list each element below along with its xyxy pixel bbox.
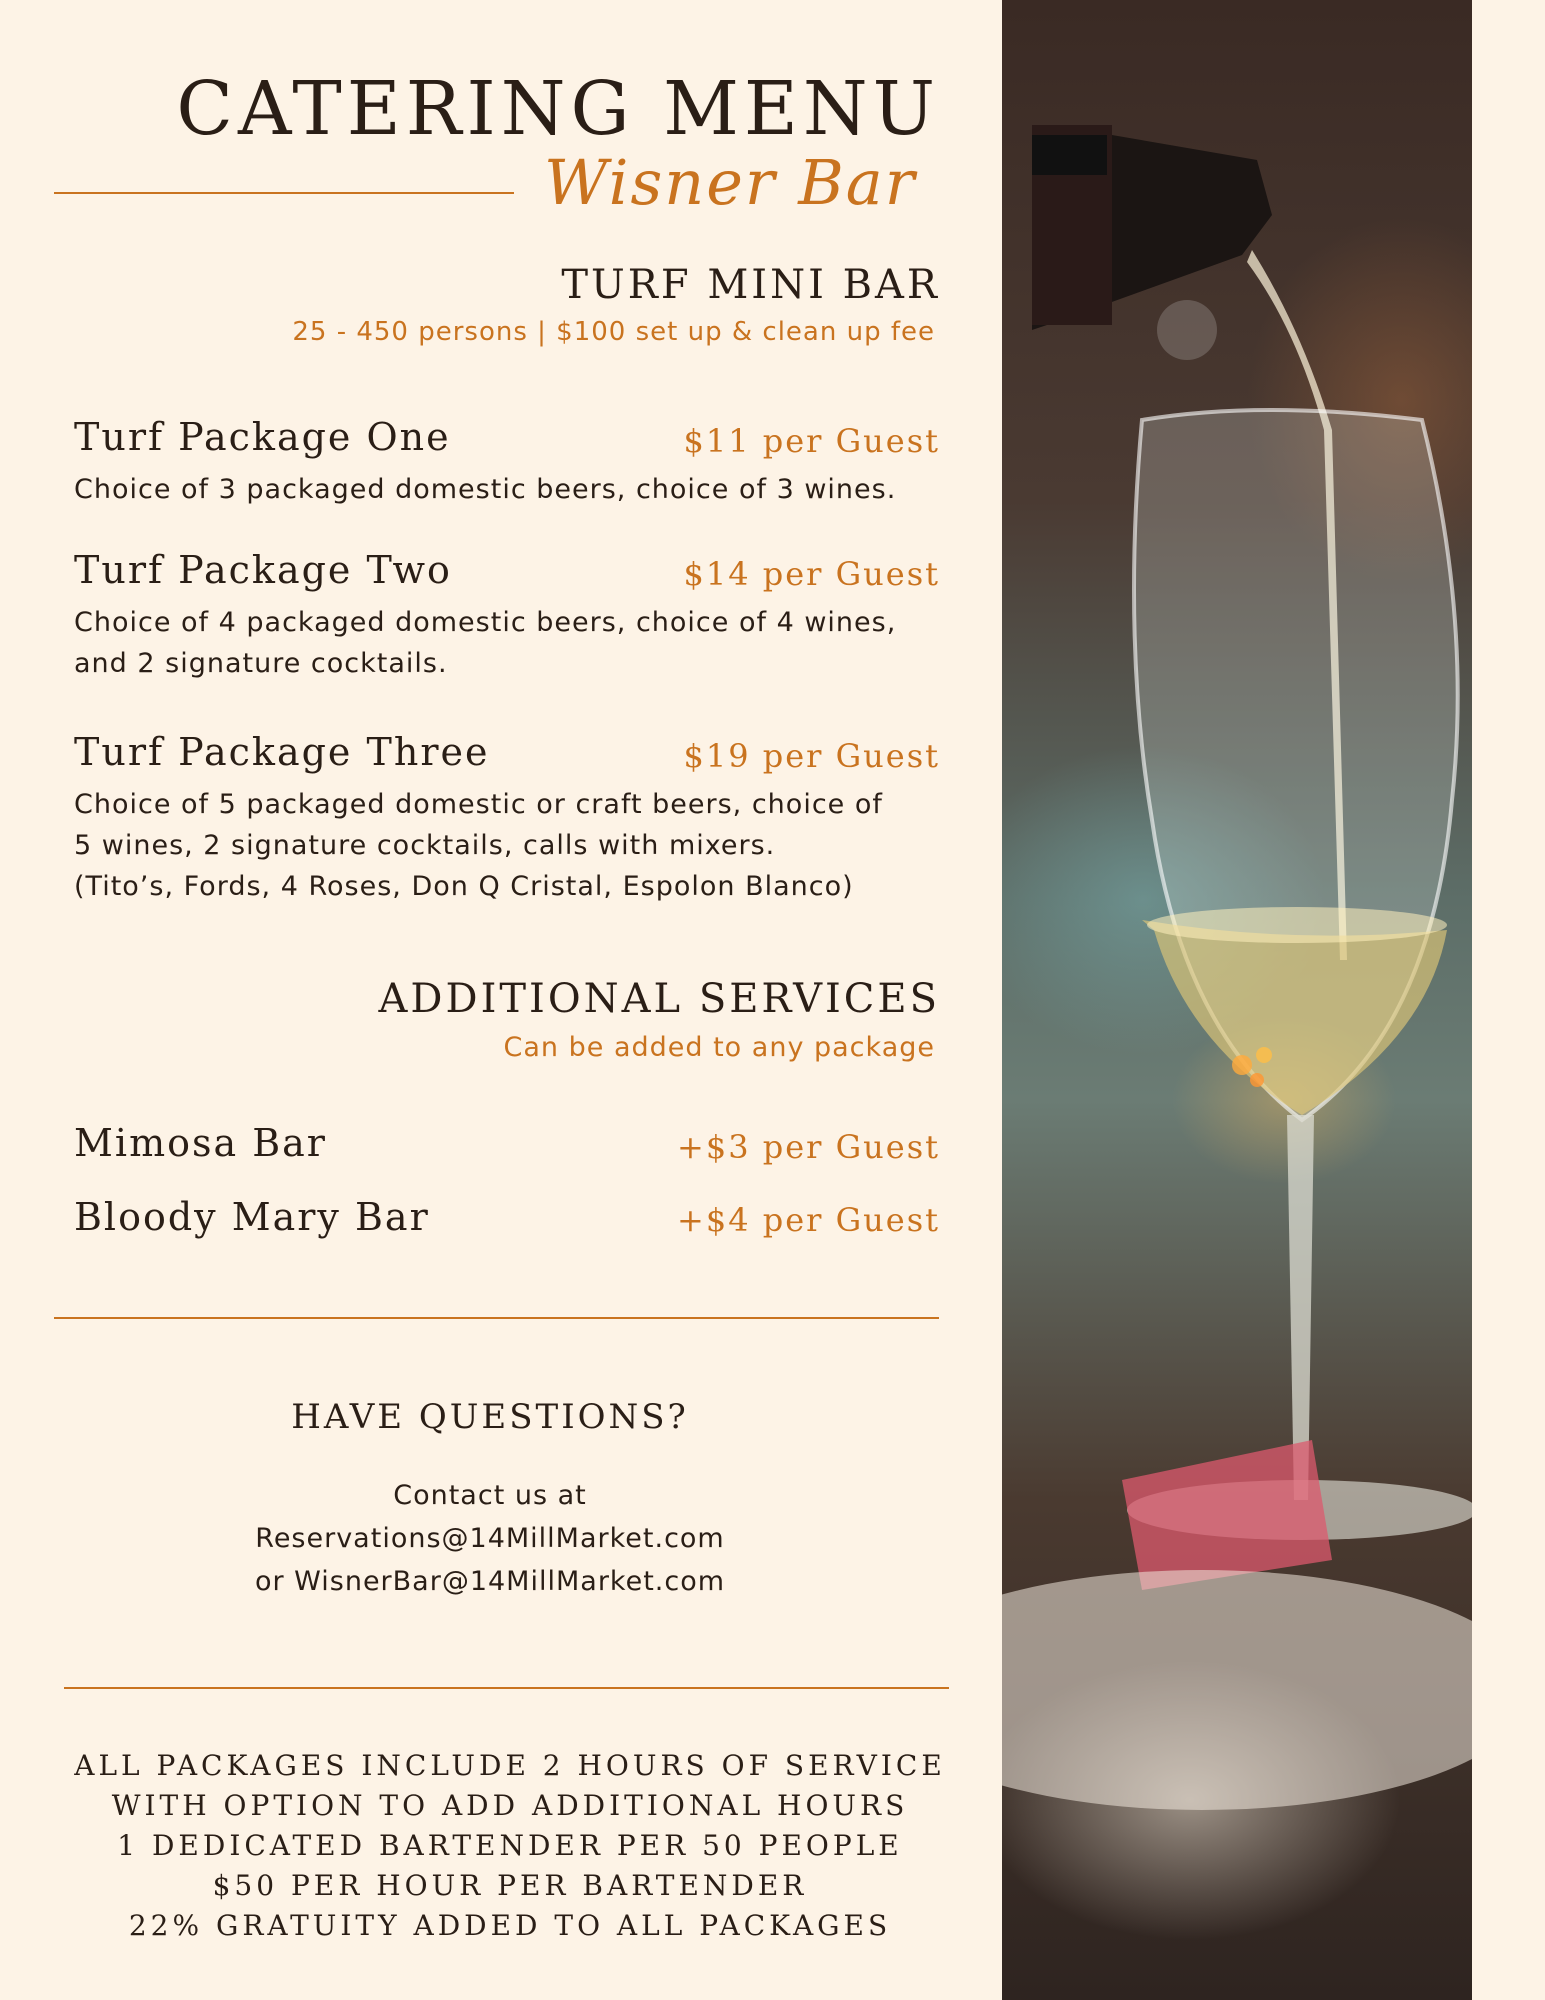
footer-line: 1 DEDICATED BARTENDER PER 50 PEOPLE bbox=[117, 1829, 903, 1862]
footer-line: $50 PER HOUR PER BARTENDER bbox=[212, 1869, 808, 1902]
contact-email-reservations[interactable]: Reservations@14MillMarket.com bbox=[255, 1523, 725, 1554]
mimosa-bar-price: +$3 per Guest bbox=[677, 1128, 940, 1166]
section-divider bbox=[54, 1317, 939, 1319]
package-three-description-line: Choice of 5 packaged domestic or craft beers, choice of bbox=[74, 789, 883, 820]
package-two-description-line: Choice of 4 packaged domestic beers, choice of 4 wines, bbox=[74, 607, 897, 638]
package-one-name: Turf Package One bbox=[74, 415, 451, 459]
package-one-price: $11 per Guest bbox=[683, 422, 940, 460]
package-one-description-line: Choice of 3 packaged domestic beers, choice of 3 wines. bbox=[74, 474, 897, 505]
additional-services-subtitle: Can be added to any package bbox=[503, 1032, 935, 1063]
package-three-description-line: 5 wines, 2 signature cocktails, calls with mixers. bbox=[74, 830, 776, 861]
package-two-description-line: and 2 signature cocktails. bbox=[74, 648, 448, 679]
package-two-price: $14 per Guest bbox=[683, 555, 940, 593]
package-two-description bbox=[74, 602, 954, 684]
contact-line: Contact us at bbox=[393, 1480, 587, 1511]
contact-email-wisnerbar[interactable]: or WisnerBar@14MillMarket.com bbox=[254, 1566, 726, 1597]
menu-title: CATERING MENU bbox=[176, 66, 940, 152]
footer-line: WITH OPTION TO ADD ADDITIONAL HOURS bbox=[111, 1789, 909, 1822]
footer-line: 22% GRATUITY ADDED TO ALL PACKAGES bbox=[128, 1909, 892, 1942]
package-three-name: Turf Package Three bbox=[74, 730, 490, 774]
mimosa-bar-name: Mimosa Bar bbox=[74, 1121, 327, 1165]
questions-title: HAVE QUESTIONS? bbox=[291, 1397, 689, 1437]
right-margin bbox=[1472, 0, 1545, 2000]
bloody-mary-bar-name: Bloody Mary Bar bbox=[74, 1195, 430, 1239]
footer-notes bbox=[60, 1746, 960, 1946]
wine-glass-illustration bbox=[1002, 0, 1472, 2000]
package-one-description bbox=[74, 469, 954, 510]
bloody-mary-bar-price: +$4 per Guest bbox=[677, 1201, 940, 1239]
package-three-description bbox=[74, 784, 954, 907]
additional-services-title: ADDITIONAL SERVICES bbox=[378, 976, 940, 1022]
package-three-price: $19 per Guest bbox=[683, 737, 940, 775]
header-divider bbox=[54, 192, 514, 194]
footer-divider bbox=[64, 1687, 949, 1689]
footer-line: ALL PACKAGES INCLUDE 2 HOURS OF SERVICE bbox=[74, 1749, 946, 1782]
mini-bar-title: TURF MINI BAR bbox=[561, 262, 940, 308]
mini-bar-subtitle: 25 - 450 persons | $100 set up & clean up fee bbox=[292, 317, 935, 347]
contact-info bbox=[80, 1474, 900, 1603]
brand-script-title: Wisner Bar bbox=[544, 146, 917, 219]
package-two-name: Turf Package Two bbox=[74, 548, 452, 592]
wine-pour-photo bbox=[1002, 0, 1472, 2000]
package-three-description-line: (Tito’s, Fords, 4 Roses, Don Q Cristal, Espolon Blanco) bbox=[74, 871, 854, 902]
